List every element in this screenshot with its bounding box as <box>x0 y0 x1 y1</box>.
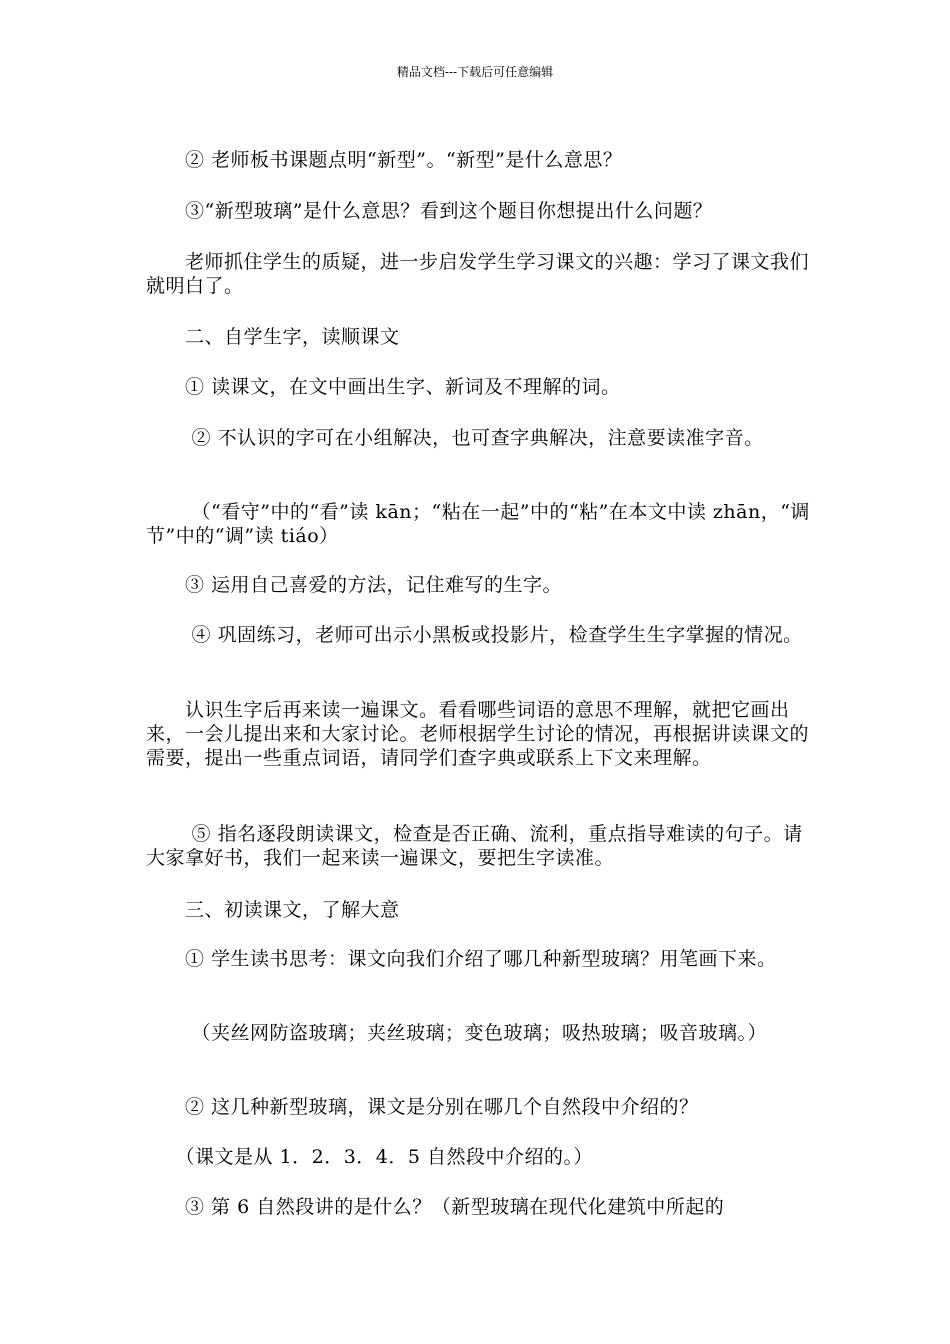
paragraph: 老师抓住学生的质疑，进一步启发学生学习课文的兴趣：学习了课文我们就明白了。 <box>146 251 810 297</box>
section-heading: 三、初读课文，了解大意 <box>146 899 400 921</box>
paragraph: ③“新型玻璃”是什么意思？看到这个题目你想提出什么问题？ <box>146 200 713 222</box>
page-header: 精品文档---下载后可任意编辑 <box>396 65 554 79</box>
paragraph: ② 不认识的字可在小组解决，也可查字典解决，注意要读准字音。 <box>146 427 764 449</box>
paragraph: ③ 第 6 自然段讲的是什么？（新型玻璃在现代化建筑中所起的 <box>146 1196 725 1218</box>
paragraph: 认识生字后再来读一遍课文。看看哪些词语的意思不理解，就把它画出来，一会儿提出来和大家讨论。老师根据学生讨论的情况，再根据讲读课文的需要，提出一些重点词语，请同学们查字典或联系上下文来理解。 <box>146 699 810 769</box>
paragraph: （夹丝网防盗玻璃；夹丝玻璃；变色玻璃；吸热玻璃；吸音玻璃。） <box>146 1022 768 1044</box>
paragraph: ① 读课文，在文中画出生字、新词及不理解的词。 <box>146 376 621 398</box>
section-heading: 二、自学生字，读顺课文 <box>146 326 400 348</box>
paragraph: ① 学生读书思考：课文向我们介绍了哪几种新型玻璃？用笔画下来。 <box>146 948 777 970</box>
paragraph: （课文是从 1．2．3．4．5 自然段中介绍的。） <box>146 1146 594 1168</box>
paragraph: （“看守”中的“看”读 kān；“粘在一起”中的“粘”在本文中读 zhān，“调节”中的“调”读 tiáo） <box>146 501 810 547</box>
paragraph: ② 老师板书课题点明“新型”。“新型”是什么意思？ <box>146 149 623 171</box>
paragraph: ⑤ 指名逐段朗读课文，检查是否正确、流利，重点指导难读的句子。请大家拿好书，我们一起来读一遍课文，要把生字读准。 <box>146 823 803 869</box>
paragraph: ④ 巩固练习，老师可出示小黑板或投影片，检查学生生字掌握的情况。 <box>146 624 803 646</box>
paragraph: ③ 运用自己喜爱的方法，记住难写的生字。 <box>146 574 563 596</box>
paragraph: ② 这几种新型玻璃，课文是分别在哪几个自然段中介绍的？ <box>146 1096 699 1118</box>
